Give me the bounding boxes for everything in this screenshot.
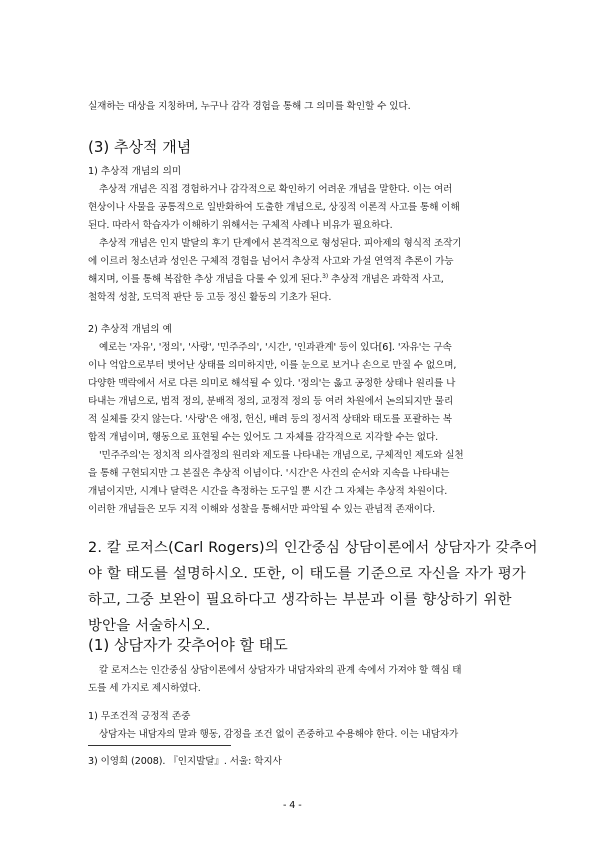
section-1-sub1-title: 1) 무조건적 긍정적 존중	[88, 711, 191, 722]
question-2-line: 방안을 서술하시오.	[88, 618, 211, 634]
paragraph-line: 추상적 개념은 인지 발달의 후기 단계에서 본격적으로 형성된다. 피아제의 형식적 조작기	[99, 238, 462, 249]
paragraph-line: 철학적 성찰, 도덕적 판단 등 고등 정신 활동의 기초가 된다.	[88, 292, 332, 303]
paragraph-line: 예로는 '자유', '정의', '사랑', '민주주의', '시간', '인과관계' 등이 있다[6]. '자유'는 구속	[99, 342, 452, 353]
question-2-line: 야 할 태도를 설명하시오. 또한, 이 태도를 기준으로 자신을 자가 평가	[88, 566, 527, 582]
paragraph-line: 을 통해 구현되지만 그 본질은 추상적 이념이다. '시간'은 사건의 순서와 지속을 나타내는	[88, 468, 450, 479]
paragraph-line: 이러한 개념들은 모두 지적 이해와 성찰을 통해서만 파악될 수 있는 관념적 존재이다.	[88, 504, 436, 515]
section-3-sub2-title: 2) 추상적 개념의 예	[88, 324, 172, 335]
paragraph-line: 된다. 따라서 학습자가 이해하기 위해서는 구체적 사례나 비유가 필요하다.	[88, 220, 393, 231]
section-3-heading: (3) 추상적 개념	[88, 138, 192, 156]
paragraph-line	[88, 271, 444, 285]
footnote-divider	[88, 745, 231, 746]
section-3-sub1-title: 1) 추상적 개념의 의미	[88, 166, 182, 177]
question-2-line: 2. 칼 로저스(Carl Rogers)의 인간중심 상담이론에서 상담자가 갖추어	[88, 540, 538, 556]
footnote-reference[interactable]: 3)	[322, 272, 329, 280]
question-2-line: 하고, 그중 보완이 필요하다고 생각하는 부분과 이를 향상하기 위한	[88, 592, 512, 608]
paragraph-line: 현상이나 사물을 공통적으로 일반화하여 도출한 개념으로, 상징적 이론적 사고를 통해 이해	[88, 202, 460, 213]
paragraph-line: 추상적 개념은 직접 경험하거나 감각적으로 확인하기 어려운 개념을 말한다. 이는 여러	[99, 184, 453, 195]
paragraph-text: 해지며, 이를 통해 복잡한 추상 개념을 다룰 수 있게 된다.	[88, 274, 323, 285]
paragraph-text: 추상적 개념은 과학적 사고,	[328, 274, 444, 285]
intro-line: 실재하는 대상을 지칭하며, 누구나 감각 경험을 통해 그 의미를 확인할 수 있다.	[88, 101, 411, 112]
paragraph-line: '민주주의'는 정치적 의사결정의 원리와 제도를 나타내는 개념으로, 구체적인 제도와 실천	[99, 450, 464, 461]
paragraph-line: 적 실체를 갖지 않는다. '사랑'은 애정, 헌신, 배려 등의 정서적 상태와 태도를 포괄하는 복	[88, 414, 452, 425]
paragraph-line: 도를 세 가지로 제시하였다.	[88, 683, 201, 694]
paragraph-line: 에 이르러 청소년과 성인은 구체적 경험을 넘어서 추상적 사고와 가설 연역적 추론이 가능	[88, 256, 454, 267]
paragraph-line: 상담자는 내담자의 말과 행동, 감정을 조건 없이 존중하고 수용해야 한다. 이는 내담자가	[99, 729, 459, 740]
footnote: 3) 이영희 (2008). 『인지발달』. 서울: 학지사	[88, 756, 282, 767]
section-1-heading: (1) 상담자가 갖추어야 할 태도	[88, 636, 288, 654]
paragraph-line: 다양한 맥락에서 서로 다른 의미로 해석될 수 있다. '정의'는 옳고 공정한 상태나 원리를 나	[88, 378, 456, 389]
page-number: - 4 -	[283, 800, 302, 811]
paragraph-line: 칼 로저스는 인간중심 상담이론에서 상담자가 내담자와의 관계 속에서 가져야 할 핵심 태	[99, 665, 462, 676]
paragraph-line: 이나 억압으로부터 벗어난 상태를 의미하지만, 이를 눈으로 보거나 손으로 만질 수 없으며,	[88, 360, 457, 371]
paragraph-line: 합적 개념이며, 행동으로 표현될 수는 있어도 그 자체를 감각적으로 지각할 수는 없다.	[88, 432, 439, 443]
paragraph-line: 타내는 개념으로, 법적 정의, 분배적 정의, 교정적 정의 등 여러 차원에서 논의되지만 물리	[88, 396, 454, 407]
paragraph-line: 개념이지만, 시계나 달력은 시간을 측정하는 도구일 뿐 시간 그 자체는 추상적 차원이다.	[88, 486, 448, 497]
